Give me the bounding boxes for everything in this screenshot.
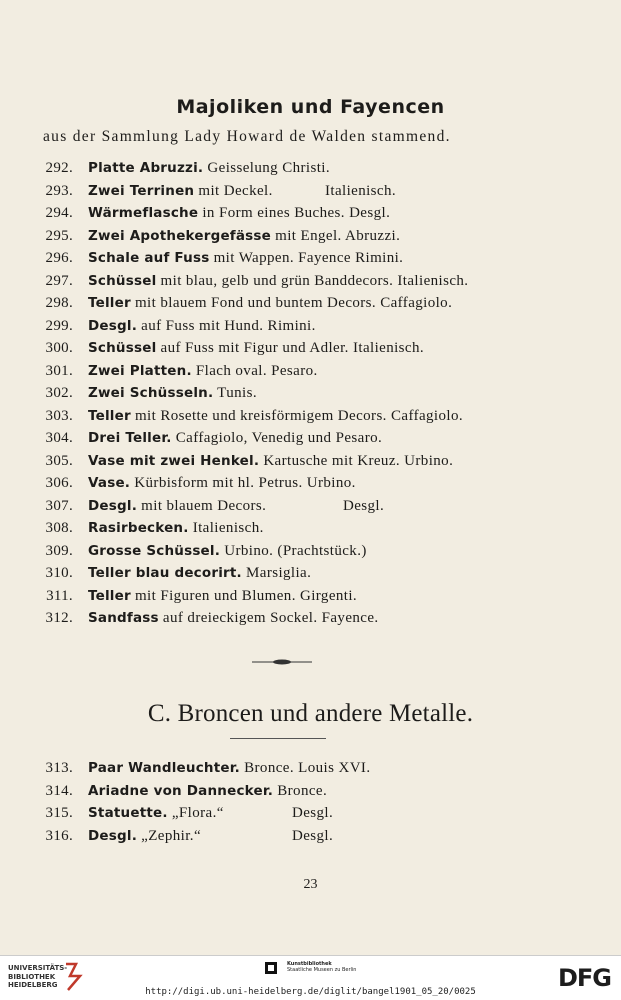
entry-origin: Italienisch. bbox=[325, 182, 397, 199]
entry-title: Wärmeflasche bbox=[88, 205, 199, 221]
divider-ornament bbox=[252, 659, 312, 665]
entry-number: 301. bbox=[45, 362, 73, 379]
entry-title: Schüssel bbox=[88, 272, 157, 289]
section-title-broncen: C. Broncen und andere Metalle. bbox=[147, 700, 474, 727]
entry-description: Geisselung Christi. bbox=[203, 160, 330, 176]
entry-description: „Flora.“ bbox=[167, 805, 224, 821]
entry-text bbox=[88, 408, 463, 425]
entry-number: 309. bbox=[45, 542, 73, 559]
entry-description: mit blau, gelb und grün Banddecors. Italienisch. bbox=[156, 272, 469, 289]
entry-number: 292. bbox=[45, 160, 73, 176]
entry-title: Desgl. bbox=[88, 497, 138, 514]
entry-description: auf Fuss mit Figur und Adler. Italienisch. bbox=[156, 340, 425, 356]
entry-text bbox=[88, 520, 264, 537]
entry-title: Rasirbecken. bbox=[88, 520, 189, 536]
entry-number: 299. bbox=[45, 317, 73, 334]
entry-title: Schale auf Fuss bbox=[88, 250, 210, 266]
entry-text bbox=[88, 610, 379, 627]
entry-title: Teller bbox=[88, 295, 131, 311]
entry-description: auf Fuss mit Hund. Rimini. bbox=[137, 317, 316, 334]
entry-description: Urbino. (Prachtstück.) bbox=[220, 542, 367, 559]
entry-description: in Form eines Buches. Desgl. bbox=[198, 205, 391, 221]
entry-number: 310. bbox=[45, 565, 73, 581]
kunstbibliothek-logo-icon bbox=[265, 962, 277, 974]
entry-description: Bronce. Louis XVI. bbox=[239, 760, 371, 776]
entry-text bbox=[88, 760, 370, 777]
dfg-logo: DFG bbox=[557, 964, 611, 992]
entry-title: Zwei Terrinen bbox=[88, 182, 195, 199]
entry-number: 298. bbox=[45, 295, 73, 311]
entry-description: Marsiglia. bbox=[241, 565, 312, 581]
entry-title: Teller bbox=[88, 587, 131, 604]
entry-number: 296. bbox=[45, 250, 73, 266]
entry-number: 313. bbox=[45, 760, 73, 776]
entry-title: Zwei Platten. bbox=[88, 362, 192, 379]
divider-rule bbox=[230, 738, 326, 739]
entry-number: 300. bbox=[45, 340, 73, 356]
entry-title: Vase. bbox=[88, 475, 131, 491]
entry-title: Ariadne von Dannecker. bbox=[88, 782, 274, 799]
entry-description: Kürbisform mit hl. Petrus. Urbino. bbox=[130, 475, 356, 491]
entry-origin: Desgl. bbox=[292, 805, 334, 821]
entry-description: Tunis. bbox=[213, 385, 257, 401]
entry-text bbox=[88, 783, 327, 800]
entry-description: „Zephir.“ bbox=[137, 827, 202, 844]
entry-title: Drei Teller. bbox=[88, 430, 172, 446]
entry-description: mit Engel. Abruzzi. bbox=[271, 227, 401, 244]
entry-text bbox=[88, 250, 403, 267]
entry-description: mit Figuren und Blumen. Girgenti. bbox=[130, 587, 358, 604]
entry-text bbox=[88, 205, 390, 222]
entry-number: 311. bbox=[46, 587, 73, 604]
entry-number: 304. bbox=[45, 430, 73, 446]
entry-number: 305. bbox=[45, 452, 73, 469]
kunstbibliothek-name: Kunstbibliothek Staatliche Museen zu Berlin bbox=[287, 961, 357, 973]
entry-description: mit blauem Fond und buntem Decors. Caffagiolo. bbox=[130, 295, 453, 311]
entry-text bbox=[88, 182, 397, 200]
entry-description: Italienisch. bbox=[188, 520, 264, 536]
entry-number: 297. bbox=[45, 272, 73, 289]
entry-text bbox=[88, 385, 257, 402]
entry-number: 314. bbox=[45, 782, 73, 799]
entry-number: 306. bbox=[45, 475, 73, 491]
entry-description: mit Deckel. bbox=[194, 182, 273, 199]
university-name: UNIVERSITÄTS- BIBLIOTHEK HEIDELBERG bbox=[8, 964, 68, 989]
page-number: 23 bbox=[303, 877, 318, 892]
entry-number: 316. bbox=[45, 827, 73, 844]
entry-title: Desgl. bbox=[88, 317, 138, 334]
entry-title: Statuette. bbox=[88, 805, 168, 821]
entry-text bbox=[88, 565, 311, 582]
entry-text bbox=[88, 543, 367, 560]
entry-title: Grosse Schüssel. bbox=[88, 542, 221, 559]
entry-title: Vase mit zwei Henkel. bbox=[88, 452, 260, 469]
entry-title: Desgl. bbox=[88, 827, 138, 844]
entry-origin: Desgl. bbox=[292, 827, 334, 844]
entry-description: mit Wappen. Fayence Rimini. bbox=[209, 250, 404, 266]
section-subtitle: aus der Sammlung Lady Howard de Walden stammend. bbox=[43, 128, 451, 145]
entry-text bbox=[88, 453, 453, 470]
entry-title: Zwei Apothekergefässe bbox=[88, 227, 272, 244]
entry-number: 307. bbox=[45, 497, 73, 514]
entry-text bbox=[88, 497, 385, 515]
entry-number: 293. bbox=[45, 182, 73, 199]
entry-text bbox=[88, 340, 424, 357]
entry-title: Teller blau decorirt. bbox=[88, 565, 242, 581]
entry-description: mit blauem Decors. bbox=[137, 497, 267, 514]
entry-description: Caffagiolo, Venedig und Pesaro. bbox=[171, 430, 383, 446]
entry-number: 315. bbox=[45, 805, 73, 821]
entry-number: 295. bbox=[45, 227, 73, 244]
entry-description: auf dreieckigem Sockel. Fayence. bbox=[158, 610, 379, 626]
entry-text bbox=[88, 588, 357, 605]
entry-text bbox=[88, 475, 356, 492]
entry-description: Flach oval. Pesaro. bbox=[191, 362, 318, 379]
entry-title: Teller bbox=[88, 407, 131, 424]
entry-text bbox=[88, 318, 316, 335]
entry-text bbox=[88, 827, 334, 845]
entry-number: 294. bbox=[45, 205, 73, 221]
entry-number: 303. bbox=[45, 407, 73, 424]
section-title-majoliken: Majoliken und Fayencen bbox=[176, 96, 445, 118]
entry-text bbox=[88, 805, 334, 822]
entry-text bbox=[88, 430, 382, 447]
source-url[interactable]: http://digi.ub.uni-heidelberg.de/diglit/bangel1901_05_20/0025 bbox=[145, 987, 476, 997]
entry-title: Sandfass bbox=[88, 610, 159, 626]
entry-number: 312. bbox=[45, 610, 73, 626]
entry-text bbox=[88, 295, 452, 312]
entry-title: Zwei Schüsseln. bbox=[88, 385, 214, 401]
entry-origin: Desgl. bbox=[343, 497, 385, 514]
entry-number: 302. bbox=[45, 385, 73, 401]
entry-description: Bronce. bbox=[273, 782, 328, 799]
entry-text bbox=[88, 228, 400, 245]
entry-description: mit Rosette und kreisförmigem Decors. Caffagiolo. bbox=[130, 407, 464, 424]
entry-text bbox=[88, 273, 468, 290]
entry-title: Schüssel bbox=[88, 340, 157, 356]
entry-text bbox=[88, 160, 330, 177]
footer-bar bbox=[0, 955, 621, 1000]
entry-title: Paar Wandleuchter. bbox=[88, 760, 240, 776]
entry-number: 308. bbox=[45, 520, 73, 536]
entry-text bbox=[88, 363, 318, 380]
entry-title: Platte Abruzzi. bbox=[88, 160, 204, 176]
entry-description: Kartusche mit Kreuz. Urbino. bbox=[259, 452, 454, 469]
